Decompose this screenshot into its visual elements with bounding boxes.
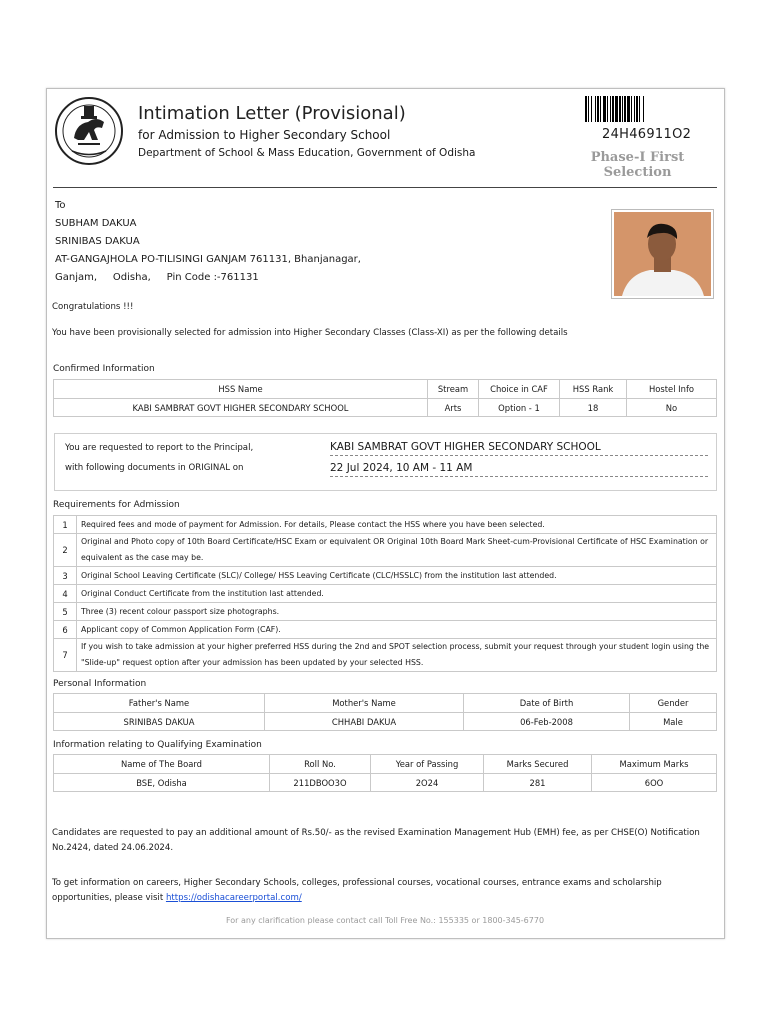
table-cell: SRINIBAS DAKUA [54,713,265,731]
requirement-text: Original Conduct Certificate from the institution last attended. [77,585,717,603]
personal-info-heading: Personal Information [53,679,147,689]
requirement-number: 1 [54,516,77,534]
department-name: Department of School & Mass Education, Government of Odisha [138,147,476,159]
table-header-row [54,380,717,399]
table-cell: 18 [560,399,627,417]
career-portal-notice [52,876,716,906]
table-row [54,713,717,731]
column-header: Stream [428,380,479,399]
list-item [54,639,717,672]
requirement-text: Required fees and mode of payment for Admission. For details, Please contact the HSS where you have been selected. [77,516,717,534]
father-name: SRINIBAS DAKUA [55,236,140,247]
address-line-1: AT-GANGAJHOLA PO-TILISINGI GANJAM 761131, Bhanjanagar, [55,254,361,265]
table-cell: KABI SAMBRAT GOVT HIGHER SECONDARY SCHOOL [54,399,428,417]
intro-text: You have been provisionally selected for admission into Higher Secondary Classes (Class-XI) as per the following details [52,328,568,338]
column-header: HSS Name [54,380,428,399]
column-header: Marks Secured [484,755,592,774]
helpline-footer: For any clarification please contact call Toll Free No.: 155335 or 1800-345-6770 [225,916,545,925]
list-item [54,603,717,621]
report-datetime: 22 Jul 2024, 10 AM - 11 AM [330,462,708,477]
table-cell: 2O24 [371,774,484,792]
congratulations-text: Congratulations !!! [52,302,134,312]
table-row [54,399,717,417]
address-line-2: Ganjam, Odisha, Pin Code :-761131 [55,272,259,283]
column-header: Date of Birth [464,694,630,713]
requirement-text: Applicant copy of Common Application Form (CAF). [77,621,717,639]
column-header: HSS Rank [560,380,627,399]
requirements-table [53,515,717,672]
requirement-text: Original School Leaving Certificate (SLC)/ College/ HSS Leaving Certificate (CLC/HSSLC) from the institution last attended. [77,567,717,585]
list-item [54,567,717,585]
career-portal-link[interactable]: https://odishacareerportal.com/ [165,893,302,903]
report-line-2: with following documents in ORIGINAL on [65,463,244,473]
phase-label: Phase-I First Selection [590,150,685,180]
confirmed-info-table [53,379,717,417]
column-header: Choice in CAF [479,380,560,399]
report-line-1: You are requested to report to the Principal, [65,443,254,453]
application-number: 24H46911O2 [602,127,692,142]
requirement-number: 5 [54,603,77,621]
table-cell: Option - 1 [479,399,560,417]
list-item [54,516,717,534]
table-cell: 6OO [592,774,717,792]
requirement-number: 2 [54,534,77,567]
table-row [54,774,717,792]
report-box [54,433,717,491]
address-to: To [55,200,66,211]
column-header: Gender [630,694,717,713]
exam-info-heading: Information relating to Qualifying Examination [53,740,262,750]
table-cell: 06-Feb-2008 [464,713,630,731]
table-cell: Arts [428,399,479,417]
requirement-number: 6 [54,621,77,639]
column-header: Hostel Info [627,380,717,399]
requirement-text: If you wish to take admission at your higher preferred HSS during the 2nd and SPOT selection process, submit your request through your student login using the "Slide-up" request option after your admission has been updated by your selected HSS. [77,639,717,672]
table-cell: 211DBOO3O [270,774,371,792]
requirements-heading: Requirements for Admission [53,500,180,510]
career-portal-text: To get information on careers, Higher Secondary Schools, colleges, professional courses, vocational courses, entrance exams and scholarship opportunities, please visit [52,878,662,903]
letter-title: Intimation Letter (Provisional) [138,103,406,124]
table-cell: BSE, Odisha [54,774,270,792]
requirement-number: 4 [54,585,77,603]
candidate-photo [611,209,714,299]
column-header: Mother's Name [265,694,464,713]
requirement-text: Three (3) recent colour passport size photographs. [77,603,717,621]
list-item [54,534,717,567]
column-header: Name of The Board [54,755,270,774]
requirement-number: 3 [54,567,77,585]
table-header-row [54,755,717,774]
column-header: Year of Passing [371,755,484,774]
letter-subtitle: for Admission to Higher Secondary School [138,128,391,142]
table-header-row [54,694,717,713]
table-cell: 281 [484,774,592,792]
exam-info-table [53,754,717,792]
column-header: Father's Name [54,694,265,713]
list-item [54,621,717,639]
barcode [585,96,695,122]
requirement-number: 7 [54,639,77,672]
table-cell: No [627,399,717,417]
candidate-name: SUBHAM DAKUA [55,218,137,229]
header-divider [53,187,717,188]
emh-fee-notice: Candidates are requested to pay an additional amount of Rs.50/- as the revised Examination Management Hub (EMH) fee, as per CHSE(O) Notification No.2424, dated 24.06.2024. [52,828,700,853]
table-cell: Male [630,713,717,731]
table-cell: CHHABI DAKUA [265,713,464,731]
column-header: Maximum Marks [592,755,717,774]
column-header: Roll No. [270,755,371,774]
requirement-text: Original and Photo copy of 10th Board Certificate/HSC Exam or equivalent OR Original 10th Board Mark Sheet-cum-Provisional Certificate of HSC Examination or equivalent as the case may be. [77,534,717,567]
personal-info-table [53,693,717,731]
odisha-emblem-logo [54,96,124,166]
confirmed-info-heading: Confirmed Information [53,364,155,374]
report-school-name: KABI SAMBRAT GOVT HIGHER SECONDARY SCHOOL [330,441,708,456]
list-item [54,585,717,603]
